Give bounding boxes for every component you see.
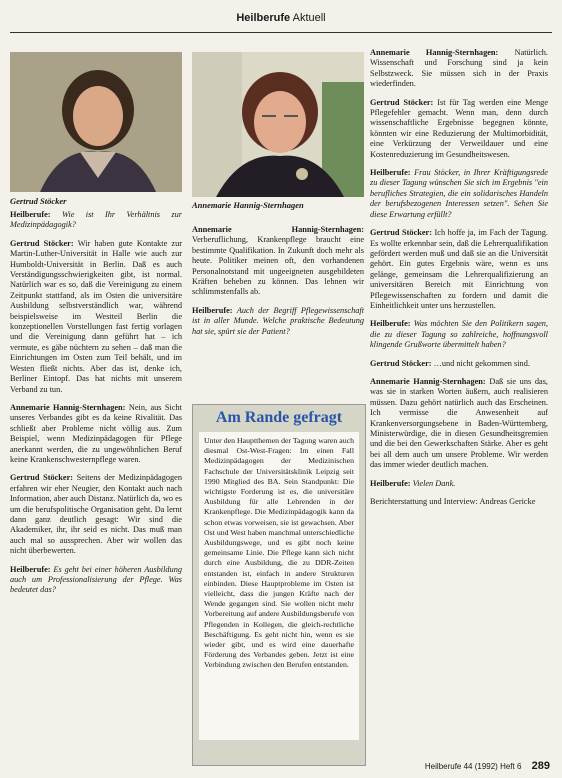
speaker-label: Gertrud Stöcker: xyxy=(370,97,438,107)
paragraph xyxy=(370,228,548,311)
paragraph-text: Daß sie uns das, was sie in starken Worten äußern, auch realisieren müssen. Dazu gehört natürlich auch das Erscheinen. Ich vermisse die Anwesenheit auf Krankenversorgungsebene in Baden-Württemberg, Ministerwürdige, die in diesen Gesundheitsgremien und die bei den Gewerkschaften Stärke. Aber es geht bei all dem auch um unsere Probleme. Wir werden das immer wieder deutlich machen. xyxy=(370,376,548,470)
paragraph xyxy=(370,497,548,507)
page-header xyxy=(10,10,552,33)
paragraph xyxy=(192,225,364,298)
paragraph xyxy=(370,168,548,220)
paragraph-text: Es geht bei einer höheren Ausbildung auch um Professionalisierung der Pflege. Was bedeutet das? xyxy=(10,564,183,595)
sidebar-box xyxy=(192,404,366,766)
paragraph xyxy=(370,377,548,471)
paragraph-text: Nein, aus Sicht unseres Verbandes gibt es da keine Rivalität. Das schließt aber Probleme nicht völlig aus. Zum Beispiel, wenn Medizinpädagogen für Pflege anerkannt werden, die zu ungewöhnlichen Beruf keine Krankenschwesternpflege waren. xyxy=(10,402,182,464)
speaker-label: Gertrud Stöcker: xyxy=(370,228,435,238)
paragraph xyxy=(370,479,548,489)
paragraph xyxy=(370,48,548,90)
column-3 xyxy=(370,48,548,515)
footer-ref: Heilberufe 44 (1992) Heft 6 xyxy=(424,762,522,771)
page-footer xyxy=(425,760,550,772)
photo1-caption: Gertrud Stöcker xyxy=(10,196,67,206)
paragraph xyxy=(10,239,182,395)
header-section: Aktuell xyxy=(292,12,326,24)
header-brand: Heilberufe xyxy=(236,12,291,24)
paragraph-text: Ist für Tag werden eine Menge Pflegefehler gemacht. Wenn man, denn durch wissenschaftliche Ergebnisse begegnen könnte, könnten wir eine Reduzierung der Multimorbidität, eine Verkürzung der Verweildauer und eine Kostenreduzierung im Gesundheitswesen. xyxy=(370,97,548,159)
portrait-2-graphic xyxy=(192,52,364,197)
paragraph-text: Wir haben gute Kontakte zur Martin-Luther-Universität in Halle wie auch zur Humboldt-Universität in Berlin. Daß es auch Verständigungsschwierigkeiten gibt, ist normal. Natürlich war es so, daß die Vereinigung zu einem Zeitpunkt stattfand, als im Osten die universitäre Ausbildung selbstverständlich war, während beispielsweise im Westteil Berlin die konzeptionellen Vorstellungen fast fertig vorlagen und die Vereinigung dann geführt hat – ich vermute, es gäbe nüchtern zu sehen – daß man die Einrichtungen im Osten zum Teil behält, und im Westen fließt nichts. Aber das ist, denke ich, Berliner Eintopf. Das hat nichts mit unserem Verband zu tun. xyxy=(10,238,183,394)
speaker-label: Heilberufe: xyxy=(370,319,414,329)
paragraph xyxy=(370,98,548,160)
box-title: Am Rande gefragt xyxy=(215,409,343,426)
speaker-label: Annemarie Hannig-Sternhagen: xyxy=(370,376,490,386)
photo-annemarie-hannig-sternhagen xyxy=(192,52,364,197)
header-title xyxy=(10,12,552,24)
paragraph-text: Verberuflichung, Krankenpflege braucht eine bestimmte Qualifikation. In Zukunft doch mehr als heute. Politiker meinen oft, den vorhandenen Personalnotstand mit ungeeigneten ausgebildeten Kräften beheben zu können. Das lehnen wir schlimmstenfalls ab. xyxy=(192,235,364,297)
speaker-label: Annemarie Hannig-Sternhagen: xyxy=(192,225,364,234)
column-2 xyxy=(192,225,364,345)
column-1 xyxy=(10,210,182,604)
speaker-label: Annemarie Hannig-Sternhagen: xyxy=(10,402,129,412)
paragraph xyxy=(10,473,182,556)
photo2-caption: Annemarie Hannig-Sternhagen xyxy=(192,200,304,210)
paragraph-text: Seitens der Medizinpädagogen erfahren wir eher Neugier, den Kontakt auch nach Information, aber auch Distanz. Natürlich da, wo es um die berufspolitische Organisation geht. Da lernt dann ganz deutlich gesagt: Wir sind die Akademiker, ihr, ihr seid es nicht. Das muß man auch mal so aussprechen. Aber wir wollen das nicht überbewerten. xyxy=(10,473,182,556)
paragraph xyxy=(10,565,182,596)
speaker-label: Annemarie Hannig-Sternhagen: xyxy=(370,48,515,57)
box-text: Unter den Hauptthemen der Tagung waren auch diesmal Ost-West-Fragen: Im einen Fall Medizinpädagogen der Medizinischen Fachschule der Universitätsklinik Leipzig seit 1990 Mitglied des BA. Sein Standpunkt: Die wichtigste Forderung ist es, die universitäre Ausbildung für alle Lehrenden in der Krankenpflege. Die Medizinpädagogik kann da schon etwas vorweisen, sie ist gewachsen. Aber Ost und West haben manchmal unterschiedliche Ausbildungswege, und es gibt noch keine gemeinsame Linie. Die Pflege kann sich nicht durch eine Ausbildung, die zu DDR-Zeiten entstanden ist, einfach in andere Strukturen einbinden. Diese Hauptprobleme im Osten ist vielleicht, dass die jungen Kräfte nach der Wende gegangen sind. Sie wollen nicht mehr Vorbereitung auf andere Ausbildungsberufe von Pflegenden in Kollegen, die gleich-rechtliche Beschäftigung. Es geht nicht hin, wenn es sie wieder gibt, und es wird eine dauerhafte Förderung des Verbandes geben. Jetzt ist eine Verbindung zwischen den Berufen entstanden. xyxy=(199,432,359,740)
speaker-label: Heilberufe: xyxy=(192,305,237,315)
speaker-label: Heilberufe: xyxy=(10,564,54,574)
paragraph-text: Ich hoffe ja, im Fach der Tagung. Es wollte erkennbar sein, daß die Lehrerqualifikation gefördert werden muß und daß sie an die Universität gehört. Ein gutes Ergebnis wäre, wenn es uns gelänge, gemeinsam die Lehrerqualifizierung an universitären Bereich mit Einrichtung von Pflegewissenschaften zu fordern und damit die Einheitlichkeit unter uns herzustellen. xyxy=(370,228,548,310)
speaker-label: Gertrud Stöcker: xyxy=(10,473,77,483)
paragraph xyxy=(370,359,548,369)
speaker-label: Heilberufe: xyxy=(370,168,415,178)
paragraph-text: Wie ist Ihr Verhältnis zur Medizinpädagogik? xyxy=(10,210,182,230)
speaker-label: Heilberufe: xyxy=(370,478,413,488)
speaker-label: Gertrud Stöcker: xyxy=(10,238,78,248)
portrait-1-graphic xyxy=(10,52,182,192)
speaker-label: Heilberufe: xyxy=(10,210,62,219)
paragraph-text: Frau Stöcker, in Ihrer Kräftigungsrede zu dieser Tagung wünschen Sie sich im Ergebnis "ein berufliches Strategien, die ein solidarisches Handeln der berufsbezogenen Interessen setzen". Sehen Sie diese Erwartung erfüllt? xyxy=(370,168,548,219)
paragraph-text: Vielen Dank. xyxy=(412,478,456,488)
speaker-label: Gertrud Stöcker: xyxy=(370,358,434,368)
paragraph-text: Auch der Begriff Pflegewissenschaft ist in aller Munde. Welche praktische Bedeutung hat sie, spürt sie der Patient? xyxy=(192,305,364,336)
paragraph xyxy=(10,403,182,465)
photo-gertrud-stoecker xyxy=(10,52,182,192)
paragraph xyxy=(10,210,182,231)
paragraph-text: Was möchten Sie den Politikern sagen, die zu dieser Tagung so zahlreiche, hoffnungsvoll klingende Grußworte übermittelt haben? xyxy=(370,319,548,350)
paragraph-text: Berichterstattung und Interview: Andreas Gericke xyxy=(370,497,536,507)
paragraph-text: Natürlich. Wissenschaft und Forschung sind ja kein Selbstzweck. Sie müssen sich in der Praxis wiederfinden. xyxy=(370,48,548,89)
paragraph xyxy=(192,306,364,337)
page-number: 289 xyxy=(531,760,550,772)
paragraph xyxy=(370,319,548,350)
paragraph-text: …und nicht gekommen sind. xyxy=(433,358,530,368)
